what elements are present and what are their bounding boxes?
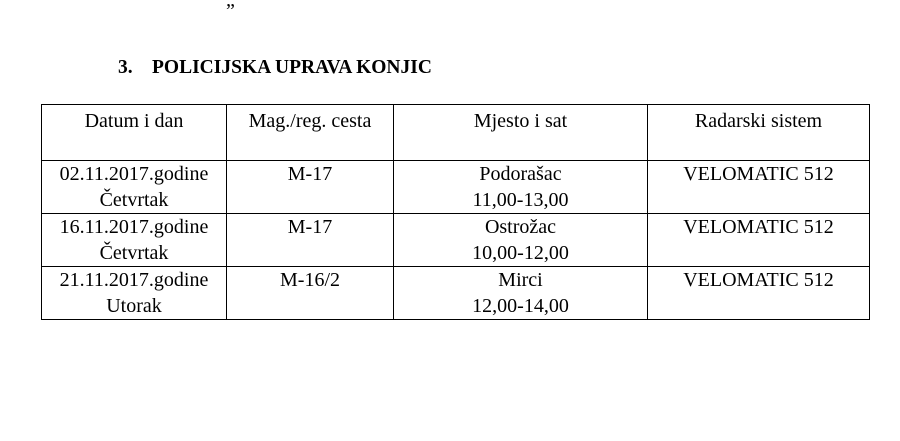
table-row [42, 161, 870, 214]
cell-road [227, 161, 394, 214]
cell-road [227, 267, 394, 320]
time-text: 10,00-12,00 [472, 242, 569, 264]
road-text: M-17 [287, 163, 333, 185]
cell-radar [648, 161, 870, 214]
radar-text: VELOMATIC 512 [683, 269, 834, 291]
day-text: Četvrtak [99, 189, 169, 211]
section-title: POLICIJSKA UPRAVA KONJIC [152, 57, 432, 78]
day-text: Četvrtak [99, 242, 169, 264]
cell-date-day [42, 214, 227, 267]
cell-radar [648, 214, 870, 267]
time-text: 11,00-13,00 [472, 189, 569, 211]
day-text: Utorak [106, 295, 162, 317]
table-row [42, 214, 870, 267]
section-heading [118, 56, 432, 80]
time-text: 12,00-14,00 [472, 295, 569, 317]
road-text: M-16/2 [280, 269, 340, 291]
header-place-time: Mjesto i sat [394, 105, 648, 161]
closing-quote-fragment: „ [226, 0, 235, 11]
road-text: M-17 [287, 216, 333, 238]
place-text: Podorašac [479, 163, 562, 185]
table-row [42, 267, 870, 320]
cell-date-day [42, 161, 227, 214]
date-text: 21.11.2017.godine [59, 269, 209, 291]
radar-text: VELOMATIC 512 [683, 216, 834, 238]
date-text: 02.11.2017.godine [59, 163, 209, 185]
cell-place-time [394, 267, 648, 320]
cell-radar [648, 267, 870, 320]
header-radar-system: Radarski sistem [648, 105, 870, 161]
header-road: Mag./reg. cesta [227, 105, 394, 161]
cell-road [227, 214, 394, 267]
radar-schedule-table [41, 104, 870, 320]
cell-date-day [42, 267, 227, 320]
cell-place-time [394, 161, 648, 214]
header-date-day: Datum i dan [42, 105, 227, 161]
date-text: 16.11.2017.godine [59, 216, 209, 238]
section-number: 3. [118, 57, 133, 78]
table-header-row [42, 105, 870, 161]
place-text: Ostrožac [484, 216, 557, 238]
place-text: Mirci [498, 269, 543, 291]
cell-place-time [394, 214, 648, 267]
radar-text: VELOMATIC 512 [683, 163, 834, 185]
